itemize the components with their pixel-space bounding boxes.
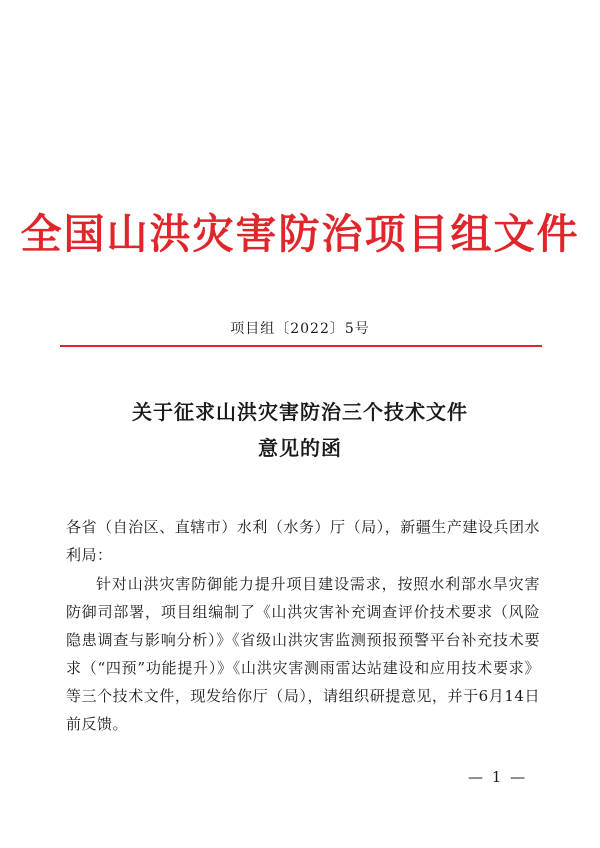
document-header: 全国山洪灾害防治项目组文件 bbox=[20, 210, 580, 258]
document-title-line-2: 意见的函 bbox=[258, 436, 342, 460]
document-number: 项目组〔2022〕5号 bbox=[230, 321, 370, 337]
document-title-line-1: 关于征求山洪灾害防治三个技术文件 bbox=[132, 400, 468, 424]
salutation: 各省（自治区、直辖市）水利（水务）厅（局），新疆生产建设兵团水利局： bbox=[66, 518, 540, 564]
body-paragraph: 针对山洪灾害防御能力提升项目建设需求，按照水利部水旱灾害防御司部署，项目组编制了《山洪灾害补充调查评价技术要求（风险隐患调查与影响分析）》《省级山洪灾害监测预报预警平台补充技术要求（“四预”功能提升）》《山洪灾害测雨雷达站建设和应用技术要求》等三个技术文件，现发给你厅（局），请组织研提意见，并于6月14日前反馈。 bbox=[66, 575, 540, 733]
page-number: — 1 — bbox=[468, 768, 528, 786]
red-divider-line bbox=[60, 345, 542, 347]
